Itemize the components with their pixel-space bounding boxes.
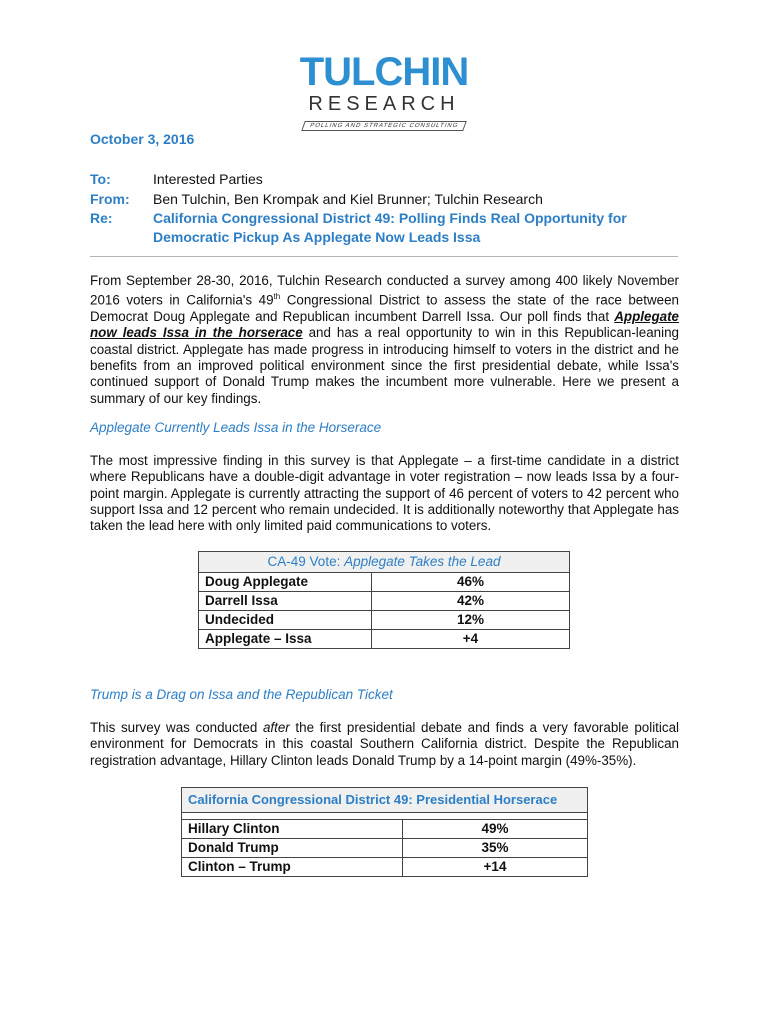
vote-table-value: 46% — [372, 573, 570, 592]
table-row — [182, 820, 588, 839]
header-divider — [90, 256, 678, 257]
memo-date: October 3, 2016 — [90, 131, 195, 147]
memo-from-value: Ben Tulchin, Ben Krompak and Kiel Brunner; Tulchin Research — [153, 191, 543, 207]
company-logo — [0, 52, 768, 132]
intro-text-3: and has a real opportunity to win in this Republican-leaning coastal district. Applegate has made progress in introducing himself to voters in the district and he benefits from an improved political environment since the first presidential debate, while Issa's continued support of Donald Trump makes the incumbent more vulnerable. Here we present a summary of our key findings. — [90, 325, 679, 406]
vote-table-caption — [199, 552, 570, 573]
section2-emphasis: after — [262, 720, 290, 735]
vote-table-label: Undecided — [199, 611, 372, 630]
presidential-table-value: +14 — [403, 858, 588, 877]
section2-paragraph — [90, 720, 679, 769]
presidential-table-spacer — [182, 813, 588, 820]
intro-emphasis: Applegate now leads Issa in the horserace — [90, 309, 679, 341]
vote-table — [198, 551, 570, 649]
intro-text-2: Congressional District to assess the state of the race between Democrat Doug Applegate and Republican incumbent Darrell Issa. Our poll finds that — [90, 292, 679, 325]
section2-text-2: the first presidential debate and finds a very favorable political environment for Democrats in this coastal Southern California district. Despite the Republican registration advantage, Hillary Clinton leads Donald Trump by a 14-point margin (49%-35%). — [90, 720, 679, 768]
table-row — [182, 858, 588, 877]
presidential-table-caption-row — [182, 788, 588, 813]
table-row — [199, 611, 570, 630]
vote-table-value: 42% — [372, 592, 570, 611]
logo-tagline: POLLING AND STRATEGIC CONSULTING — [301, 121, 467, 131]
presidential-table-caption: California Congressional District 49: Presidential Horserace — [182, 788, 588, 813]
presidential-table — [181, 787, 588, 877]
vote-table-caption-emphasis: Applegate Takes the Lead — [344, 554, 501, 569]
section1-paragraph: The most impressive finding in this survey is that Applegate – a first-time candidate in a district where Republicans have a double-digit advantage in voter registration – now leads Issa by a four-point margin. Applegate is currently attracting the support of 46 percent of voters to 42 percent who support Issa and 12 percent who remain undecided. It is additionally noteworthy that Applegate has taken the lead here with only limited paid communications to voters. — [90, 453, 679, 534]
vote-table-label: Darrell Issa — [199, 592, 372, 611]
vote-table-value: 12% — [372, 611, 570, 630]
section1-heading: Applegate Currently Leads Issa in the Horserace — [90, 420, 382, 435]
logo-wordmark: TULCHIN — [299, 50, 469, 94]
vote-table-caption-prefix: CA-49 Vote: — [267, 554, 345, 569]
vote-table-label: Doug Applegate — [199, 573, 372, 592]
vote-table-caption-row — [199, 552, 570, 573]
memo-re-label: Re: — [90, 210, 113, 226]
section2-heading: Trump is a Drag on Issa and the Republican Ticket — [90, 687, 393, 702]
vote-table-label: Applegate – Issa — [199, 630, 372, 649]
vote-table-value: +4 — [372, 630, 570, 649]
presidential-table-label: Clinton – Trump — [182, 858, 403, 877]
presidential-table-value: 35% — [403, 839, 588, 858]
table-row — [199, 573, 570, 592]
memo-to-label: To: — [90, 171, 111, 187]
table-row — [199, 630, 570, 649]
memo-re-value: California Congressional District 49: Polling Finds Real Opportunity for Democratic Pickup As Applegate Now Leads Issa — [153, 210, 627, 245]
memo-to-value: Interested Parties — [153, 171, 263, 187]
presidential-table-label: Hillary Clinton — [182, 820, 403, 839]
spacer-cell — [182, 813, 588, 820]
presidential-table-value: 49% — [403, 820, 588, 839]
memo-from-label: From: — [90, 191, 130, 207]
intro-superscript: th — [273, 292, 281, 302]
table-row — [199, 592, 570, 611]
logo-subtitle: RESEARCH — [308, 93, 460, 115]
presidential-table-label: Donald Trump — [182, 839, 403, 858]
table-row — [182, 839, 588, 858]
intro-text-1: From September 28-30, 2016, Tulchin Research conducted a survey among 400 likely November 2016 voters in California's 49 — [90, 273, 679, 308]
intro-paragraph — [90, 273, 679, 407]
section2-text-1: This survey was conducted — [90, 720, 263, 735]
